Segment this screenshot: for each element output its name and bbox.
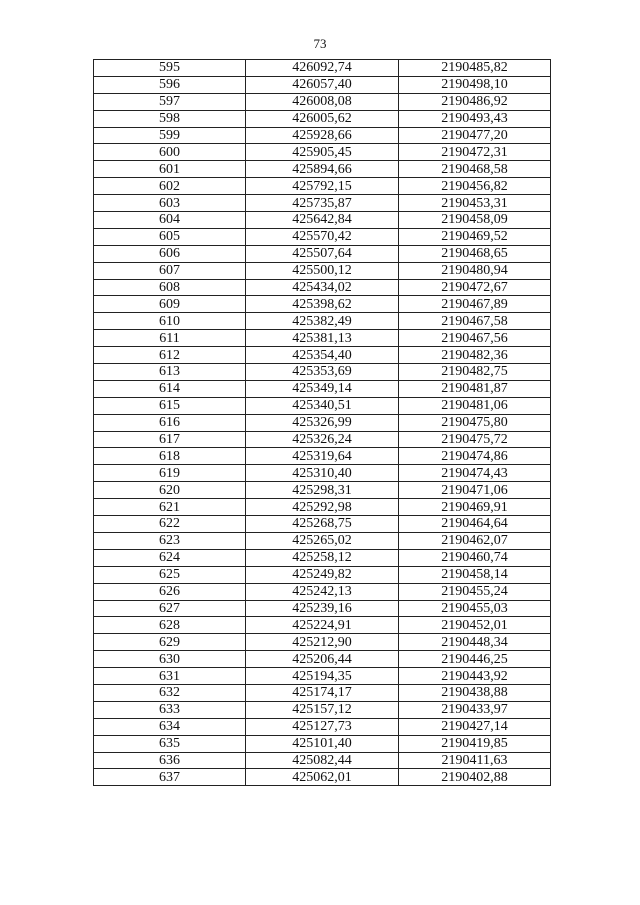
point-number-cell: 617 xyxy=(94,431,246,448)
point-number-cell: 621 xyxy=(94,499,246,516)
y-coordinate-cell: 2190482,36 xyxy=(399,347,551,364)
y-coordinate-cell: 2190481,87 xyxy=(399,380,551,397)
x-coordinate-cell: 425242,13 xyxy=(246,583,399,600)
point-number-cell: 623 xyxy=(94,532,246,549)
x-coordinate-cell: 425735,87 xyxy=(246,195,399,212)
x-coordinate-cell: 425194,35 xyxy=(246,668,399,685)
x-coordinate-cell: 425174,17 xyxy=(246,684,399,701)
table-row xyxy=(94,752,551,769)
table-row xyxy=(94,397,551,414)
x-coordinate-cell: 425382,49 xyxy=(246,313,399,330)
table-row xyxy=(94,549,551,566)
point-number-cell: 595 xyxy=(94,60,246,77)
point-number-cell: 604 xyxy=(94,212,246,229)
y-coordinate-cell: 2190453,31 xyxy=(399,195,551,212)
coordinates-table xyxy=(93,59,551,786)
x-coordinate-cell: 425349,14 xyxy=(246,380,399,397)
table-row xyxy=(94,769,551,786)
table-row xyxy=(94,668,551,685)
y-coordinate-cell: 2190469,91 xyxy=(399,499,551,516)
point-number-cell: 625 xyxy=(94,566,246,583)
table-row xyxy=(94,380,551,397)
y-coordinate-cell: 2190443,92 xyxy=(399,668,551,685)
y-coordinate-cell: 2190493,43 xyxy=(399,110,551,127)
x-coordinate-cell: 425642,84 xyxy=(246,212,399,229)
point-number-cell: 601 xyxy=(94,161,246,178)
x-coordinate-cell: 425127,73 xyxy=(246,718,399,735)
x-coordinate-cell: 426057,40 xyxy=(246,76,399,93)
table-row xyxy=(94,448,551,465)
table-row xyxy=(94,499,551,516)
point-number-cell: 624 xyxy=(94,549,246,566)
table-row xyxy=(94,262,551,279)
y-coordinate-cell: 2190469,52 xyxy=(399,228,551,245)
table-row xyxy=(94,127,551,144)
point-number-cell: 611 xyxy=(94,330,246,347)
point-number-cell: 612 xyxy=(94,347,246,364)
y-coordinate-cell: 2190467,58 xyxy=(399,313,551,330)
x-coordinate-cell: 425326,24 xyxy=(246,431,399,448)
x-coordinate-cell: 425258,12 xyxy=(246,549,399,566)
table-row xyxy=(94,482,551,499)
table-row xyxy=(94,330,551,347)
point-number-cell: 602 xyxy=(94,178,246,195)
point-number-cell: 599 xyxy=(94,127,246,144)
y-coordinate-cell: 2190402,88 xyxy=(399,769,551,786)
y-coordinate-cell: 2190458,14 xyxy=(399,566,551,583)
y-coordinate-cell: 2190458,09 xyxy=(399,212,551,229)
x-coordinate-cell: 425206,44 xyxy=(246,651,399,668)
point-number-cell: 629 xyxy=(94,634,246,651)
table-row xyxy=(94,296,551,313)
y-coordinate-cell: 2190474,43 xyxy=(399,465,551,482)
table-row xyxy=(94,195,551,212)
point-number-cell: 610 xyxy=(94,313,246,330)
point-number-cell: 627 xyxy=(94,600,246,617)
point-number-cell: 598 xyxy=(94,110,246,127)
y-coordinate-cell: 2190486,92 xyxy=(399,93,551,110)
point-number-cell: 631 xyxy=(94,668,246,685)
x-coordinate-cell: 425928,66 xyxy=(246,127,399,144)
y-coordinate-cell: 2190477,20 xyxy=(399,127,551,144)
x-coordinate-cell: 425310,40 xyxy=(246,465,399,482)
point-number-cell: 635 xyxy=(94,735,246,752)
table-row xyxy=(94,566,551,583)
x-coordinate-cell: 425265,02 xyxy=(246,532,399,549)
x-coordinate-cell: 425326,99 xyxy=(246,414,399,431)
y-coordinate-cell: 2190438,88 xyxy=(399,684,551,701)
table-row xyxy=(94,228,551,245)
table-row xyxy=(94,313,551,330)
x-coordinate-cell: 425570,42 xyxy=(246,228,399,245)
table-row xyxy=(94,161,551,178)
x-coordinate-cell: 425340,51 xyxy=(246,397,399,414)
y-coordinate-cell: 2190433,97 xyxy=(399,701,551,718)
x-coordinate-cell: 425062,01 xyxy=(246,769,399,786)
table-row xyxy=(94,245,551,262)
table-row xyxy=(94,684,551,701)
y-coordinate-cell: 2190498,10 xyxy=(399,76,551,93)
point-number-cell: 597 xyxy=(94,93,246,110)
x-coordinate-cell: 425224,91 xyxy=(246,617,399,634)
y-coordinate-cell: 2190475,72 xyxy=(399,431,551,448)
table-row xyxy=(94,60,551,77)
y-coordinate-cell: 2190481,06 xyxy=(399,397,551,414)
y-coordinate-cell: 2190462,07 xyxy=(399,532,551,549)
table-row xyxy=(94,364,551,381)
y-coordinate-cell: 2190467,56 xyxy=(399,330,551,347)
point-number-cell: 603 xyxy=(94,195,246,212)
x-coordinate-cell: 425082,44 xyxy=(246,752,399,769)
table-row xyxy=(94,212,551,229)
point-number-cell: 614 xyxy=(94,380,246,397)
point-number-cell: 605 xyxy=(94,228,246,245)
point-number-cell: 600 xyxy=(94,144,246,161)
point-number-cell: 622 xyxy=(94,516,246,533)
point-number-cell: 634 xyxy=(94,718,246,735)
table-row xyxy=(94,144,551,161)
x-coordinate-cell: 425381,13 xyxy=(246,330,399,347)
table-row xyxy=(94,414,551,431)
y-coordinate-cell: 2190452,01 xyxy=(399,617,551,634)
point-number-cell: 615 xyxy=(94,397,246,414)
y-coordinate-cell: 2190468,65 xyxy=(399,245,551,262)
point-number-cell: 630 xyxy=(94,651,246,668)
y-coordinate-cell: 2190460,74 xyxy=(399,549,551,566)
table-row xyxy=(94,93,551,110)
point-number-cell: 636 xyxy=(94,752,246,769)
x-coordinate-cell: 425298,31 xyxy=(246,482,399,499)
y-coordinate-cell: 2190468,58 xyxy=(399,161,551,178)
x-coordinate-cell: 425239,16 xyxy=(246,600,399,617)
table-row xyxy=(94,178,551,195)
y-coordinate-cell: 2190485,82 xyxy=(399,60,551,77)
x-coordinate-cell: 425398,62 xyxy=(246,296,399,313)
point-number-cell: 609 xyxy=(94,296,246,313)
point-number-cell: 619 xyxy=(94,465,246,482)
point-number-cell: 637 xyxy=(94,769,246,786)
table-row xyxy=(94,617,551,634)
point-number-cell: 632 xyxy=(94,684,246,701)
point-number-cell: 633 xyxy=(94,701,246,718)
table-row xyxy=(94,735,551,752)
x-coordinate-cell: 425792,15 xyxy=(246,178,399,195)
x-coordinate-cell: 426005,62 xyxy=(246,110,399,127)
y-coordinate-cell: 2190472,67 xyxy=(399,279,551,296)
x-coordinate-cell: 425292,98 xyxy=(246,499,399,516)
y-coordinate-cell: 2190475,80 xyxy=(399,414,551,431)
point-number-cell: 626 xyxy=(94,583,246,600)
point-number-cell: 613 xyxy=(94,364,246,381)
x-coordinate-cell: 425212,90 xyxy=(246,634,399,651)
table-row xyxy=(94,583,551,600)
point-number-cell: 596 xyxy=(94,76,246,93)
y-coordinate-cell: 2190472,31 xyxy=(399,144,551,161)
x-coordinate-cell: 426092,74 xyxy=(246,60,399,77)
point-number-cell: 606 xyxy=(94,245,246,262)
table-row xyxy=(94,110,551,127)
y-coordinate-cell: 2190456,82 xyxy=(399,178,551,195)
y-coordinate-cell: 2190480,94 xyxy=(399,262,551,279)
x-coordinate-cell: 425101,40 xyxy=(246,735,399,752)
x-coordinate-cell: 425500,12 xyxy=(246,262,399,279)
y-coordinate-cell: 2190448,34 xyxy=(399,634,551,651)
y-coordinate-cell: 2190446,25 xyxy=(399,651,551,668)
y-coordinate-cell: 2190474,86 xyxy=(399,448,551,465)
y-coordinate-cell: 2190419,85 xyxy=(399,735,551,752)
page-number: 73 xyxy=(313,36,327,51)
table-row xyxy=(94,431,551,448)
point-number-cell: 628 xyxy=(94,617,246,634)
table-row xyxy=(94,465,551,482)
table-row xyxy=(94,701,551,718)
table-row xyxy=(94,279,551,296)
point-number-cell: 607 xyxy=(94,262,246,279)
table-row xyxy=(94,516,551,533)
x-coordinate-cell: 425249,82 xyxy=(246,566,399,583)
x-coordinate-cell: 425434,02 xyxy=(246,279,399,296)
table-row xyxy=(94,718,551,735)
x-coordinate-cell: 425353,69 xyxy=(246,364,399,381)
y-coordinate-cell: 2190411,63 xyxy=(399,752,551,769)
x-coordinate-cell: 426008,08 xyxy=(246,93,399,110)
x-coordinate-cell: 425157,12 xyxy=(246,701,399,718)
point-number-cell: 608 xyxy=(94,279,246,296)
table-row xyxy=(94,651,551,668)
y-coordinate-cell: 2190455,24 xyxy=(399,583,551,600)
table-row xyxy=(94,634,551,651)
y-coordinate-cell: 2190467,89 xyxy=(399,296,551,313)
y-coordinate-cell: 2190464,64 xyxy=(399,516,551,533)
x-coordinate-cell: 425354,40 xyxy=(246,347,399,364)
table-row xyxy=(94,600,551,617)
x-coordinate-cell: 425905,45 xyxy=(246,144,399,161)
y-coordinate-cell: 2190455,03 xyxy=(399,600,551,617)
x-coordinate-cell: 425268,75 xyxy=(246,516,399,533)
point-number-cell: 618 xyxy=(94,448,246,465)
x-coordinate-cell: 425894,66 xyxy=(246,161,399,178)
point-number-cell: 616 xyxy=(94,414,246,431)
y-coordinate-cell: 2190427,14 xyxy=(399,718,551,735)
point-number-cell: 620 xyxy=(94,482,246,499)
table-row xyxy=(94,76,551,93)
x-coordinate-cell: 425319,64 xyxy=(246,448,399,465)
coordinates-table-body xyxy=(94,60,551,786)
x-coordinate-cell: 425507,64 xyxy=(246,245,399,262)
y-coordinate-cell: 2190482,75 xyxy=(399,364,551,381)
table-row xyxy=(94,347,551,364)
table-row xyxy=(94,532,551,549)
y-coordinate-cell: 2190471,06 xyxy=(399,482,551,499)
